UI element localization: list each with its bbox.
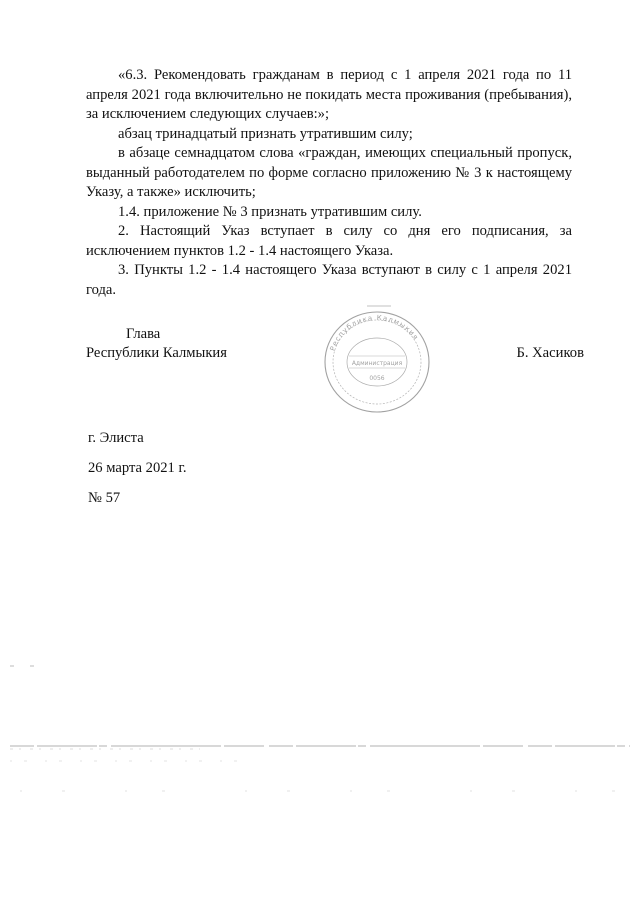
signature-organization: Республики Калмыкия xyxy=(86,345,227,361)
seal-code-text: 0056 xyxy=(369,375,385,382)
decree-body xyxy=(86,66,572,300)
footer-date: 26 марта 2021 г. xyxy=(88,460,187,476)
paragraph-6-3: «6.3. Рекомендовать гражданам в период с 1 апреля 2021 года по 11 апреля 2021 года включительно не покидать места проживания (пребывания), за исключением следующих случаев:»; xyxy=(86,67,572,122)
signature-title: Глава xyxy=(126,326,161,342)
paragraph-3: 3. Пункты 1.2 - 1.4 настоящего Указа вступают в силу с 1 апреля 2021 года. xyxy=(86,262,572,298)
footer-city: г. Элиста xyxy=(88,430,144,446)
paragraph-abzac-17: в абзаце семнадцатом слова «граждан, имеющих специальный пропуск, выданный работодателем по форме согласно приложению № 3 к настоящему Указу, а также» исключить; xyxy=(86,145,572,200)
paragraph-2: 2. Настоящий Указ вступает в силу со дня его подписания, за исключением пунктов 1.2 - 1.4 настоящего Указа. xyxy=(86,223,572,259)
scan-noise-mark xyxy=(0,664,640,668)
svg-text:Республика Калмыкия xyxy=(329,314,420,352)
scan-edge-line xyxy=(0,744,640,764)
scan-noise-line xyxy=(0,788,640,794)
signature-name: Б. Хасиков xyxy=(516,345,584,361)
seal-ring-text: Республика Калмыкия xyxy=(328,313,420,352)
paragraph-1-4: 1.4. приложение № 3 признать утратившим силу. xyxy=(118,203,422,220)
seal-center-text: Администрация xyxy=(351,360,403,367)
paragraph-abzac-13: абзац тринадцатый признать утратившим силу; xyxy=(118,125,413,142)
footer-number: № 57 xyxy=(88,490,121,506)
official-seal-icon xyxy=(315,300,439,418)
